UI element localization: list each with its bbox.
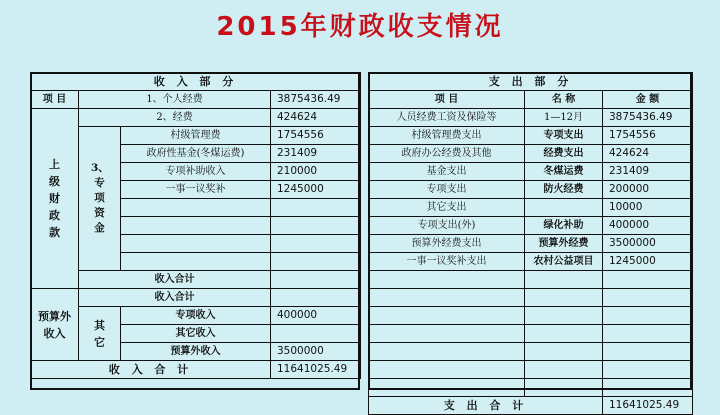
expense-table — [368, 72, 693, 415]
special-funds-group: 3、专项资金 — [79, 127, 121, 271]
expense-col-amount: 金 额 — [603, 91, 693, 109]
expense-item: 一事一议奖补支出 — [369, 253, 525, 271]
income-item-label: 专项补助收入 — [121, 163, 271, 181]
empty-cell — [271, 199, 361, 217]
empty-cell — [525, 325, 603, 343]
empty-cell — [525, 343, 603, 361]
income-row1-label: 1、个人经费 — [79, 91, 271, 109]
expense-amount: 200000 — [603, 181, 693, 199]
expense-name: 冬煤运费 — [525, 163, 603, 181]
empty-cell — [121, 253, 271, 271]
expense-item: 专项支出 — [369, 181, 525, 199]
expense-item: 其它支出 — [369, 199, 525, 217]
empty-cell — [603, 343, 693, 361]
empty-cell — [271, 289, 361, 307]
income-header: 收 入 部 分 — [31, 73, 361, 91]
expense-name: 经费支出 — [525, 145, 603, 163]
expense-amount: 3875436.49 — [603, 109, 693, 127]
empty-cell — [603, 379, 693, 397]
empty-cell — [271, 253, 361, 271]
extra-item-value: 3500000 — [271, 343, 361, 361]
empty-cell — [525, 271, 603, 289]
expense-header: 支 出 部 分 — [369, 73, 693, 91]
expense-name: 防火经费 — [525, 181, 603, 199]
income-item-value: 231409 — [271, 145, 361, 163]
empty-cell — [369, 343, 525, 361]
extra-budget-group: 预算外收入 — [31, 289, 79, 361]
empty-cell — [603, 307, 693, 325]
expense-total-value: 11641025.49 — [603, 397, 693, 415]
expense-item: 专项支出(外) — [369, 217, 525, 235]
income-item-value: 1245000 — [271, 181, 361, 199]
empty-cell — [121, 199, 271, 217]
empty-cell — [369, 289, 525, 307]
income-row1-value: 3875436.49 — [271, 91, 361, 109]
empty-cell — [603, 361, 693, 379]
empty-cell — [603, 325, 693, 343]
empty-cell — [369, 361, 525, 379]
empty-cell — [369, 307, 525, 325]
extra-item-label: 专项收入 — [121, 307, 271, 325]
expense-name: 农村公益项目 — [525, 253, 603, 271]
expense-name: 专项支出 — [525, 127, 603, 145]
page-title: 2015年财政收支情况 — [216, 12, 504, 42]
income-item-label: 一事一议奖补 — [121, 181, 271, 199]
expense-name: 1—12月 — [525, 109, 603, 127]
expense-amount: 424624 — [603, 145, 693, 163]
empty-cell — [603, 271, 693, 289]
upper-finance-group: 上级财政款 — [31, 109, 79, 289]
expense-amount: 231409 — [603, 163, 693, 181]
empty-cell — [121, 235, 271, 253]
income-row2-value: 424624 — [271, 109, 361, 127]
income-total-value: 11641025.49 — [271, 361, 361, 379]
empty-cell — [525, 307, 603, 325]
empty-cell — [271, 217, 361, 235]
empty-cell — [525, 289, 603, 307]
expense-amount: 1754556 — [603, 127, 693, 145]
income-item-label: 村级管理费 — [121, 127, 271, 145]
extra-item-value: 400000 — [271, 307, 361, 325]
empty-cell — [369, 325, 525, 343]
income-col-item: 项 目 — [31, 91, 79, 109]
expense-total-label: 支 出 合 计 — [369, 397, 603, 415]
expense-item: 基金支出 — [369, 163, 525, 181]
expense-item: 政府办公经费及其他 — [369, 145, 525, 163]
expense-name: 预算外经费 — [525, 235, 603, 253]
empty-cell — [121, 217, 271, 235]
income-row2-label: 2、经费 — [79, 109, 271, 127]
other-group: 其它 — [79, 307, 121, 361]
expense-amount: 1245000 — [603, 253, 693, 271]
expense-item: 人员经费工资及保险等 — [369, 109, 525, 127]
expense-col-item: 项 目 — [369, 91, 525, 109]
extra-item-label: 其它收入 — [121, 325, 271, 343]
empty-cell — [271, 235, 361, 253]
income-table — [30, 72, 361, 379]
income-total-label: 收 入 合 计 — [31, 361, 271, 379]
extra-subtotal-label: 收入合计 — [79, 289, 271, 307]
empty-cell — [603, 289, 693, 307]
income-subtotal-label: 收入合计 — [79, 271, 271, 289]
empty-cell — [525, 379, 603, 397]
expense-amount: 3500000 — [603, 235, 693, 253]
empty-cell — [369, 271, 525, 289]
empty-cell — [369, 379, 525, 397]
expense-item: 预算外经费支出 — [369, 235, 525, 253]
income-item-value: 210000 — [271, 163, 361, 181]
expense-col-name: 名 称 — [525, 91, 603, 109]
extra-item-value — [271, 325, 361, 343]
expense-name — [525, 199, 603, 217]
income-item-label: 政府性基金(冬煤运费) — [121, 145, 271, 163]
extra-item-label: 预算外收入 — [121, 343, 271, 361]
expense-name: 绿化补助 — [525, 217, 603, 235]
empty-cell — [525, 361, 603, 379]
empty-cell — [271, 271, 361, 289]
expense-amount: 10000 — [603, 199, 693, 217]
expense-amount: 400000 — [603, 217, 693, 235]
expense-item: 村级管理费支出 — [369, 127, 525, 145]
income-item-value: 1754556 — [271, 127, 361, 145]
